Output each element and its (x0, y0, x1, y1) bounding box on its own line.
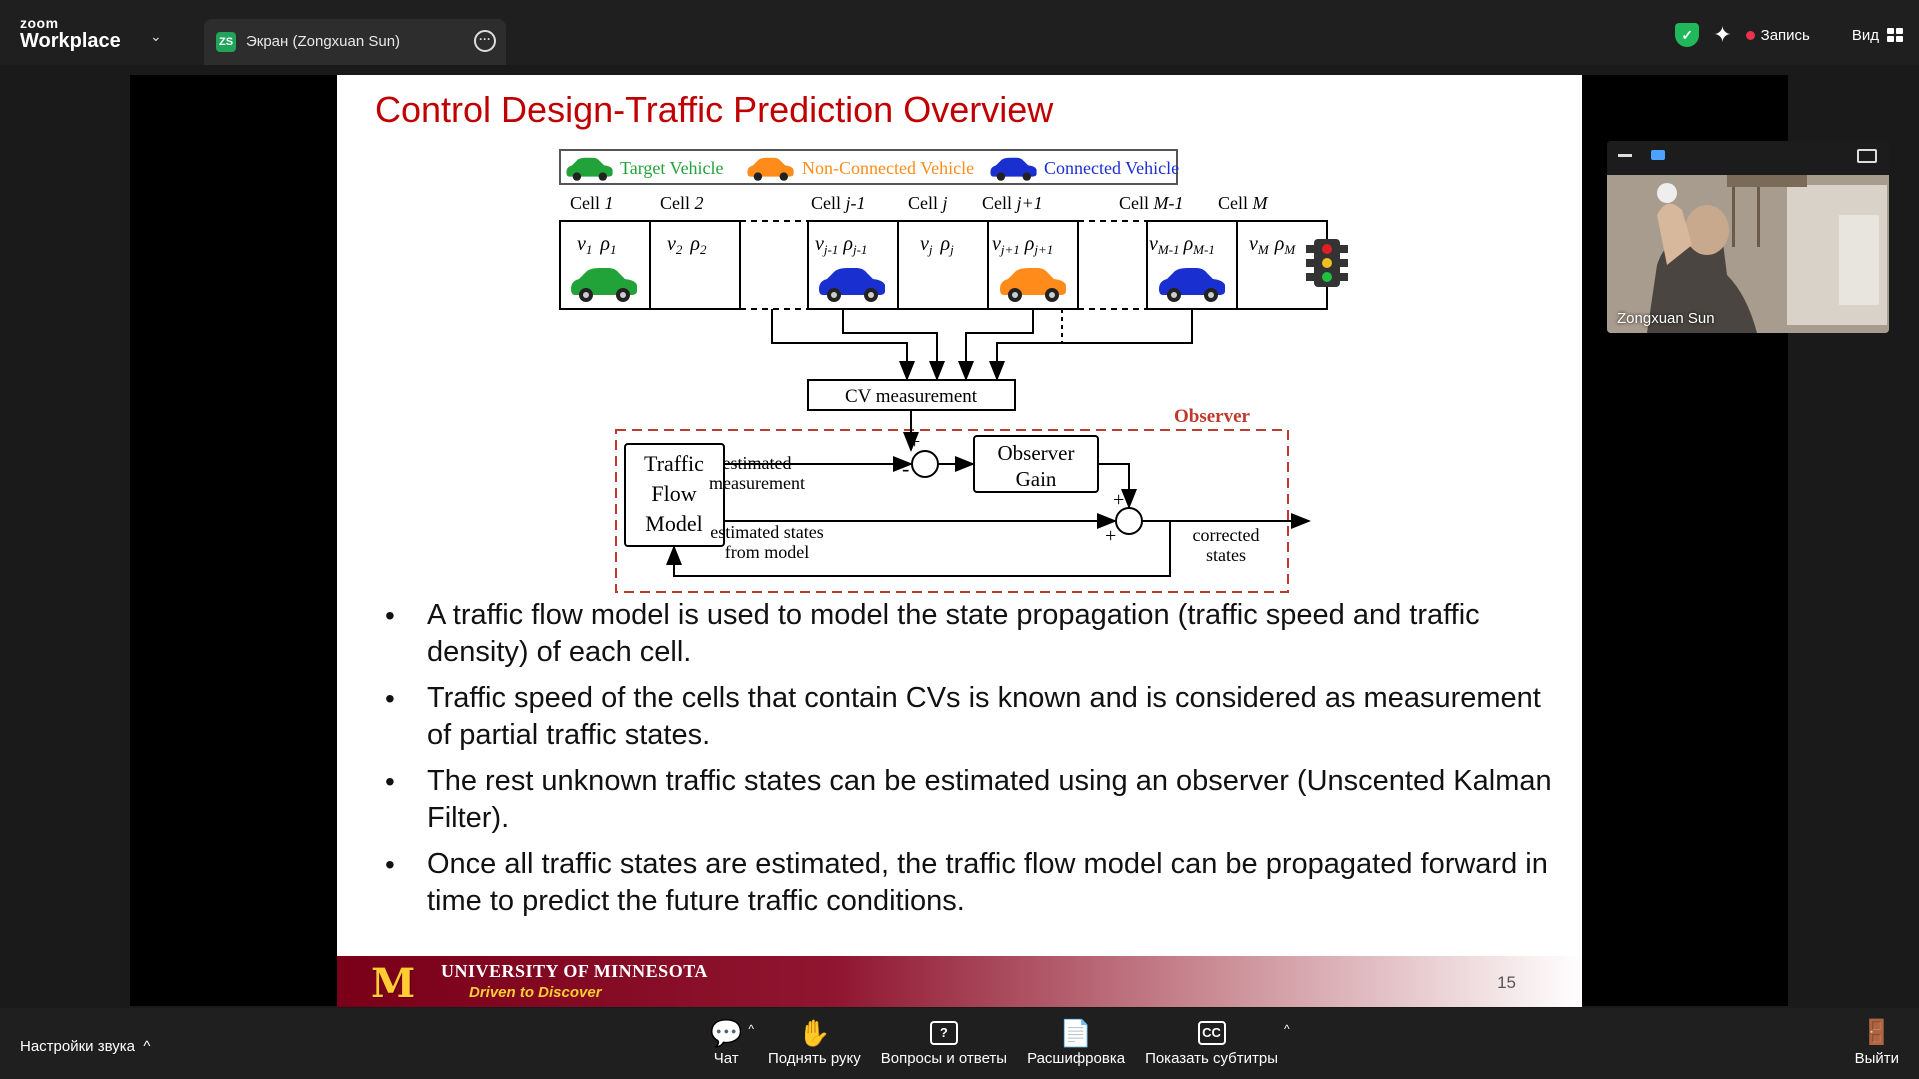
qa-button[interactable] (871, 1016, 1017, 1067)
more-options-icon[interactable]: ··· (474, 30, 496, 52)
transcript-button[interactable] (1017, 1016, 1135, 1067)
cell-vars-j: $v_j$ $\rho_j$ (920, 233, 954, 257)
transcript-icon: 📄 (1059, 1018, 1093, 1048)
corrected-line2: states (1206, 545, 1246, 565)
toolbar-center (700, 1016, 1294, 1067)
car-blue-icon (819, 268, 885, 302)
est-states-line1: estimated states (710, 522, 824, 542)
est-states-line2: from model (724, 542, 810, 562)
tfm-line3: Model (645, 511, 703, 536)
slide-footer (337, 956, 1582, 1007)
raise-hand-button[interactable] (758, 1016, 871, 1067)
cell-vars-m: $v_M$ $\rho_M$ (1249, 233, 1296, 257)
tfm-line2: Flow (651, 481, 697, 506)
brand-line1: zoom (20, 15, 59, 31)
chat-icon: 💬 (710, 1018, 743, 1048)
observer-label: Observer (1174, 406, 1250, 427)
car-orange-icon (1000, 268, 1066, 302)
cell-label-j: Cell j (908, 193, 948, 213)
sum-junction-1 (912, 451, 938, 477)
participant-video (1607, 175, 1889, 333)
plus-sign: + (909, 431, 921, 453)
gain-line2: Gain (1015, 467, 1057, 491)
audio-settings-label: Настройки звука (20, 1038, 135, 1055)
cell-label-1: Cell 1 (570, 193, 614, 213)
traffic-light-icon (1306, 239, 1348, 287)
legend-car-green-icon (566, 158, 612, 181)
ai-sparkle-icon[interactable]: ✦ (1713, 22, 1732, 47)
minimize-icon[interactable] (1618, 154, 1632, 157)
est-meas-line1: estimated (722, 453, 792, 473)
observer-diagram (557, 143, 1377, 663)
qa-label: Вопросы и ответы (880, 1050, 1008, 1067)
car-blue-icon (1159, 268, 1225, 302)
cell-label-m-1: Cell M-1 (1119, 193, 1184, 213)
captions-button[interactable] (1135, 1016, 1288, 1067)
participant-video-panel[interactable] (1607, 141, 1889, 333)
video-panel-header (1607, 141, 1889, 175)
est-meas-line2: measurement (709, 473, 805, 493)
chevron-down-icon[interactable]: ⌄ (150, 28, 162, 44)
share-badge: ZS (216, 32, 236, 52)
corrected-line1: corrected (1192, 525, 1260, 545)
cell-vars-j+1: $v_{j+1}$ $\rho_{j+1}$ (992, 233, 1054, 257)
share-title: Экран (Zongxuan Sun) (246, 33, 401, 50)
university-tagline: Driven to Discover (469, 984, 602, 1001)
expand-icon[interactable] (1857, 149, 1877, 163)
raise-hand-label: Поднять руку (768, 1050, 861, 1067)
legend-non-connected: Non-Connected Vehicle (802, 158, 975, 178)
zoom-logo (20, 16, 121, 52)
view-button[interactable] (1852, 27, 1903, 44)
bullet-list (383, 597, 1563, 929)
chat-button[interactable] (700, 1016, 755, 1067)
plus-sign: + (1105, 525, 1117, 547)
cell-label-m: Cell M (1218, 193, 1268, 213)
cell-vars-2: $v_2$ $\rho_2$ (667, 233, 707, 257)
tfm-line1: Traffic (644, 451, 704, 476)
cell-label-j+1: Cell j+1 (982, 193, 1043, 213)
slide-page-number: 15 (1497, 973, 1516, 992)
captions-chevron-up-icon[interactable]: ^ (1284, 1022, 1290, 1036)
chat-label: Чат (713, 1050, 739, 1067)
hand-icon: ✋ (798, 1018, 831, 1048)
cell-vars-1: $v_1$ $\rho_1$ (577, 233, 617, 257)
cv-measurement-label: CV measurement (844, 386, 978, 407)
bullet-item: • A traffic flow model is used to model the state propagation (traffic speed and traffic density) of each cell. (383, 597, 1563, 671)
measurement-lines (772, 309, 1192, 379)
legend-car-blue-icon (990, 158, 1036, 181)
car-green-icon (571, 268, 637, 302)
legend-connected: Connected Vehicle (1044, 158, 1180, 178)
plus-sign: + (1113, 489, 1125, 511)
sum-junction-2 (1116, 508, 1142, 534)
grid-icon (1887, 28, 1903, 42)
question-icon: ? (930, 1021, 958, 1045)
participant-name: Zongxuan Sun (1617, 310, 1715, 327)
top-right-controls (1675, 18, 1903, 52)
shield-icon[interactable]: ✓ (1675, 23, 1699, 47)
cc-icon: CC (1198, 1021, 1226, 1045)
view-label: Вид (1851, 26, 1879, 44)
chevron-up-icon: ^ (143, 1038, 151, 1055)
gain-line1: Observer (997, 441, 1075, 465)
legend-car-orange-icon (747, 158, 793, 181)
screen-share-tab[interactable] (204, 19, 506, 65)
record-dot-icon (1746, 31, 1755, 40)
cell-label-2: Cell 2 (660, 193, 704, 213)
minus-sign: - (902, 456, 910, 481)
leave-label: Выйти (1854, 1050, 1899, 1067)
top-bar (0, 0, 1919, 65)
captions-label: Показать субтитры (1145, 1050, 1278, 1067)
bullet-item: • Traffic speed of the cells that contain CVs is known and is considered as measurement of partial traffic states. (383, 680, 1563, 754)
cell-vars-m-1: $v_{M-1}$ $\rho_{M-1}$ (1149, 233, 1215, 257)
cell-label-j-1: Cell j-1 (811, 193, 866, 213)
video-layout-icon[interactable] (1651, 150, 1665, 160)
leave-button[interactable] (1855, 1016, 1899, 1067)
legend-target: Target Vehicle (620, 158, 724, 178)
bullet-item: • Once all traffic states are estimated, the traffic flow model can be propagated forward in time to predict the future traffic conditions. (383, 846, 1563, 920)
audio-settings-button[interactable] (20, 1038, 150, 1055)
recording-indicator[interactable] (1746, 27, 1810, 44)
cell-vars-j-1: $v_{j-1}$ $\rho_{j-1}$ (815, 233, 868, 257)
chat-chevron-up-icon[interactable]: ^ (748, 1022, 755, 1036)
university-name: UNIVERSITY OF MINNESOTA (441, 961, 708, 981)
meeting-toolbar (0, 1008, 1919, 1079)
record-label: Запись (1760, 26, 1810, 44)
brand-line2: Workplace (20, 30, 121, 52)
transcript-label: Расшифровка (1027, 1050, 1126, 1067)
slide-title: Control Design-Traffic Prediction Overview (375, 89, 1054, 130)
exit-icon: 🚪 (1861, 1019, 1892, 1046)
bullet-item: • The rest unknown traffic states can be estimated using an observer (Unscented Kalman Filter). (383, 763, 1563, 837)
umn-logo: M (371, 960, 416, 1007)
presentation-slide (337, 75, 1582, 1007)
